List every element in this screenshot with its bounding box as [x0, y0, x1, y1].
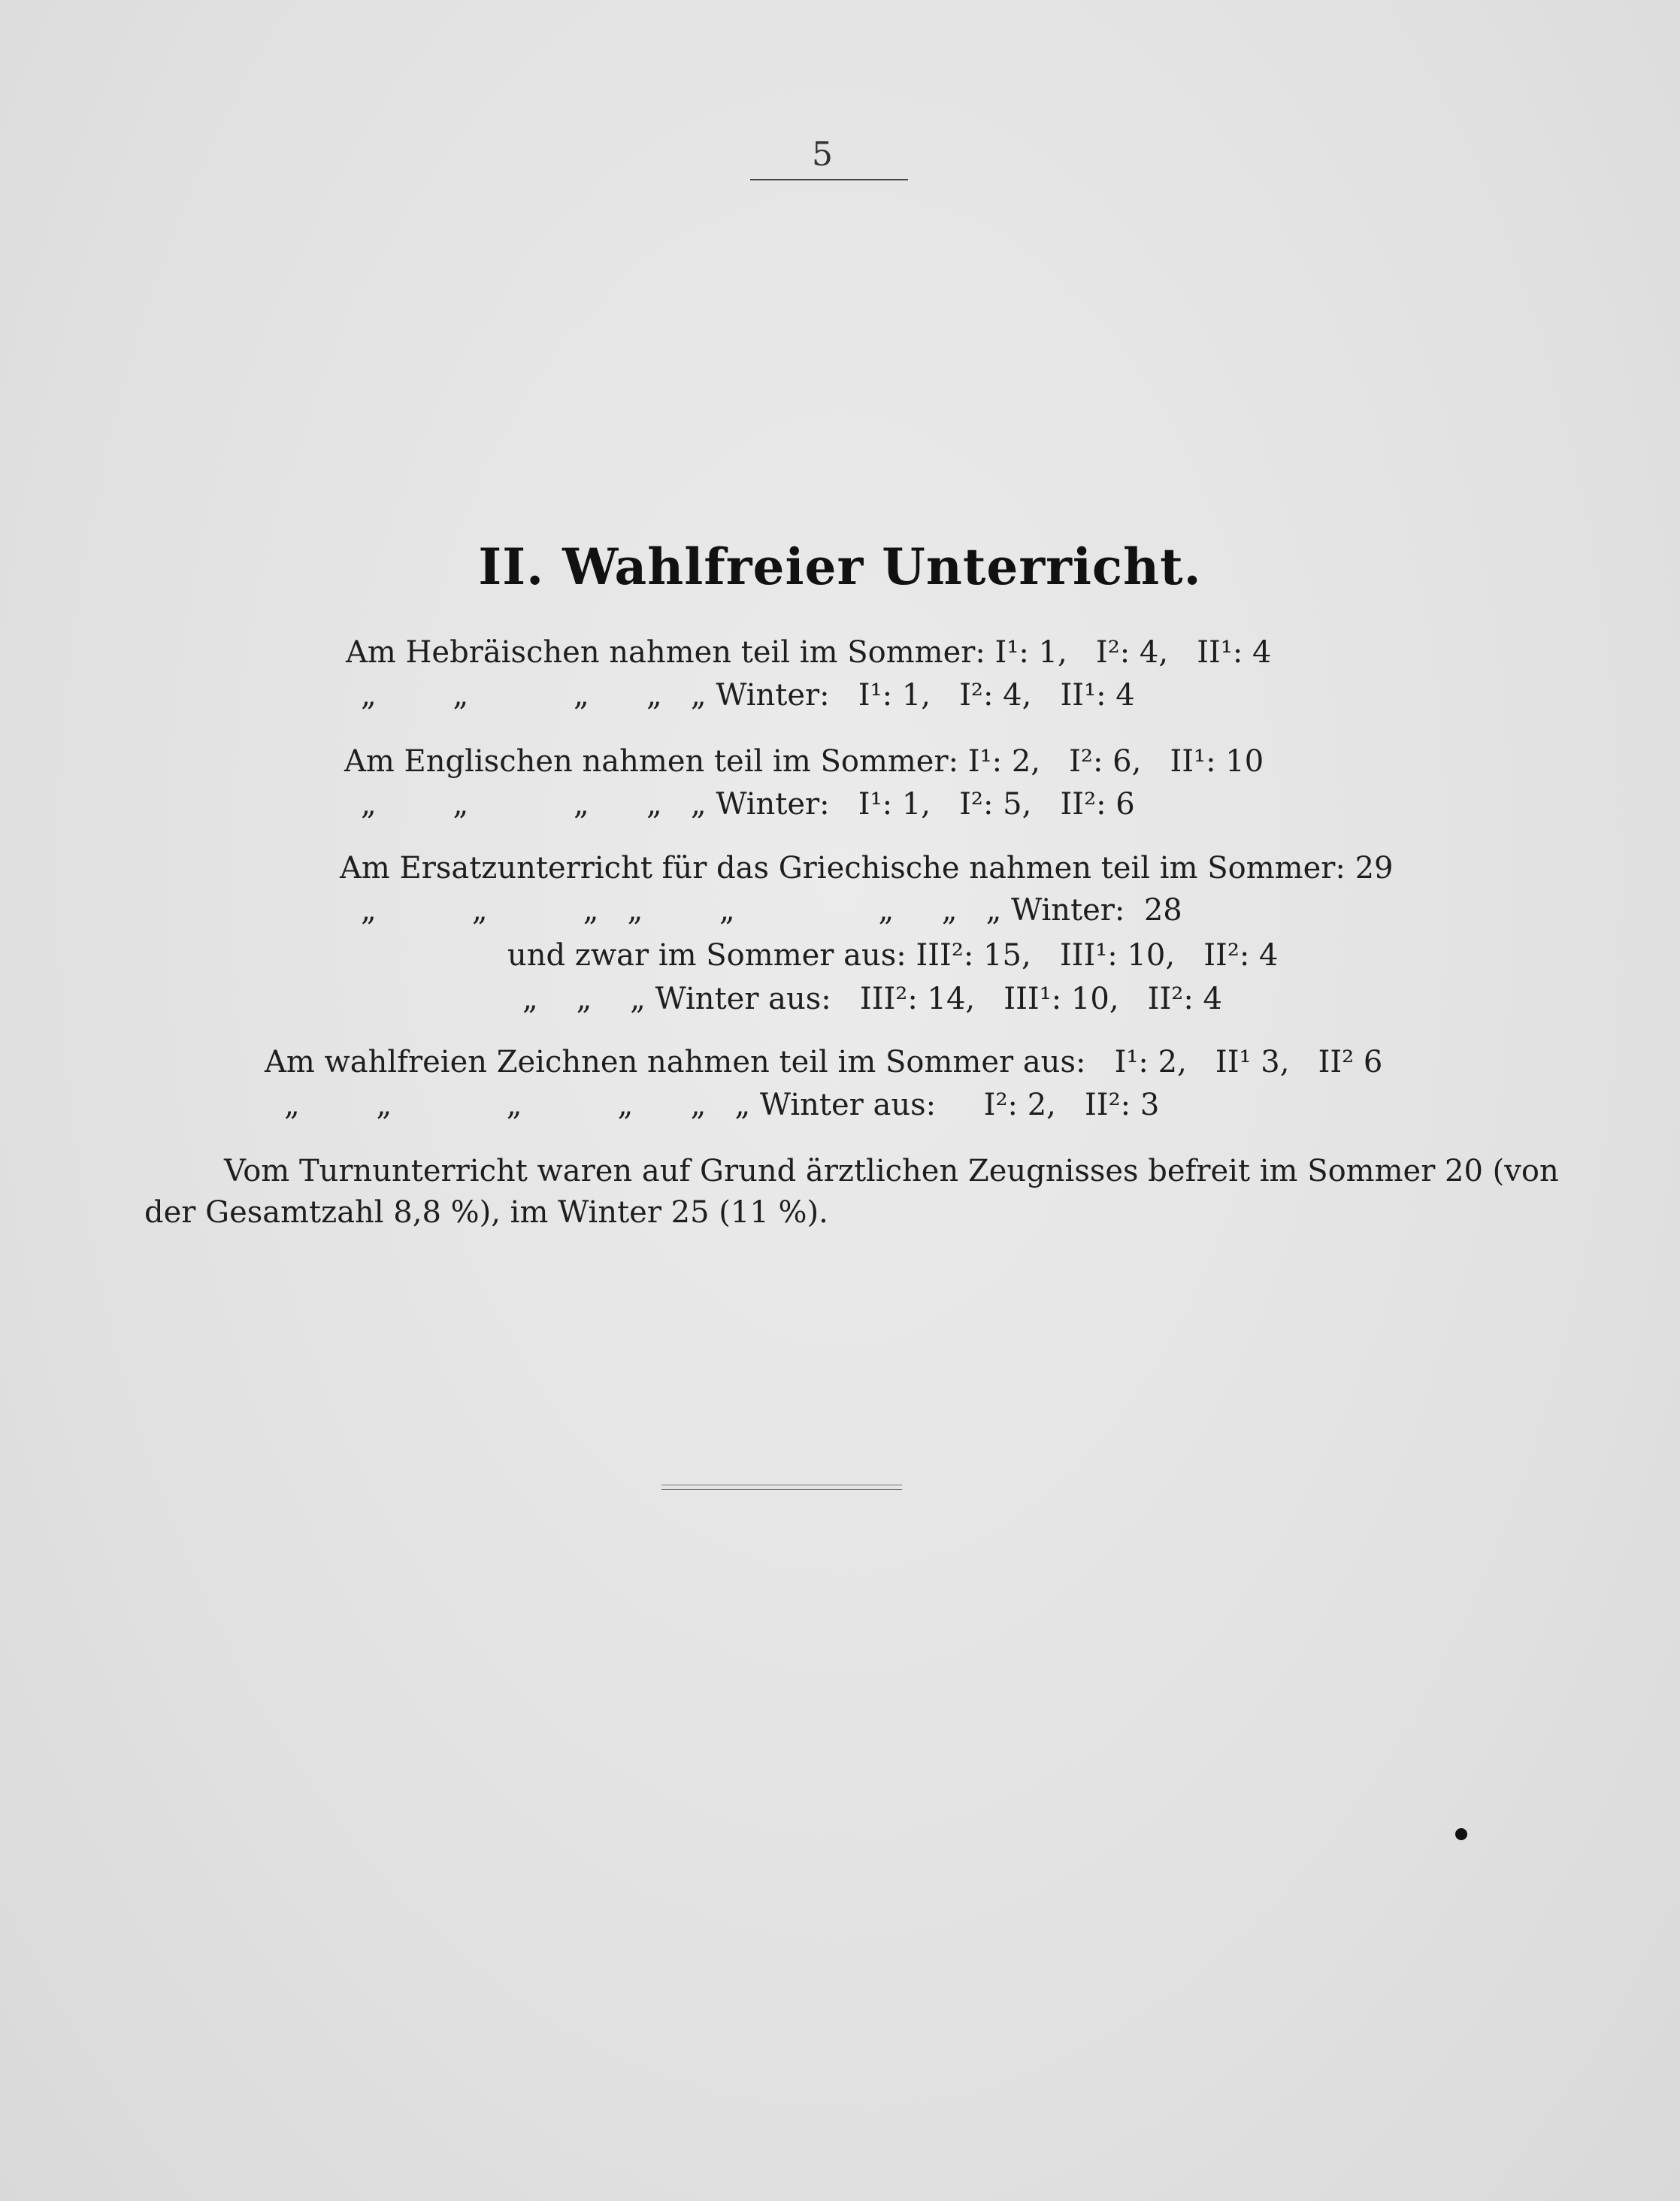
greek-substitute-summer-line: Am Ersatzunterricht für das Griechische nahmen teil im Sommer: 29 — [340, 851, 1394, 886]
gymnastics-line-2: der Gesamtzahl 8,8 %), im Winter 25 (11 %). — [144, 1195, 828, 1230]
drawing-winter-line: „ „ „ „ „ „ Winter aus: I²: 2, II²: 3 — [284, 1088, 1160, 1122]
section-heading: II. Wahlfreier Unterricht. — [478, 537, 1202, 596]
page-number: 5 — [812, 135, 833, 174]
hebrew-winter-line: „ „ „ „ „ Winter: I¹: 1, I²: 4, II¹: 4 — [361, 678, 1135, 713]
footer-double-rule — [661, 1485, 902, 1490]
ink-speck — [1455, 1828, 1467, 1840]
hebrew-summer-line: Am Hebräischen nahmen teil im Sommer: I¹: 1, I²: 4, II¹: 4 — [346, 635, 1272, 670]
gymnastics-line-1: Vom Turnunterricht waren auf Grund ärztlichen Zeugnisses befreit im Sommer 20 (von — [224, 1154, 1559, 1188]
greek-substitute-summer-breakdown: und zwar im Sommer aus: III²: 15, III¹: 10, II²: 4 — [507, 938, 1279, 973]
header-rule — [750, 179, 908, 180]
drawing-summer-line: Am wahlfreien Zeichnen nahmen teil im Sommer aus: I¹: 2, II¹ 3, II² 6 — [265, 1045, 1383, 1079]
greek-substitute-winter-line: „ „ „ „ „ „ „ „ Winter: 28 — [361, 893, 1182, 928]
english-winter-line: „ „ „ „ „ Winter: I¹: 1, I²: 5, II²: 6 — [361, 787, 1135, 822]
english-summer-line: Am Englischen nahmen teil im Sommer: I¹: 2, I²: 6, II¹: 10 — [344, 744, 1264, 779]
greek-substitute-winter-breakdown: „ „ „ Winter aus: III²: 14, III¹: 10, II²: 4 — [522, 982, 1222, 1016]
